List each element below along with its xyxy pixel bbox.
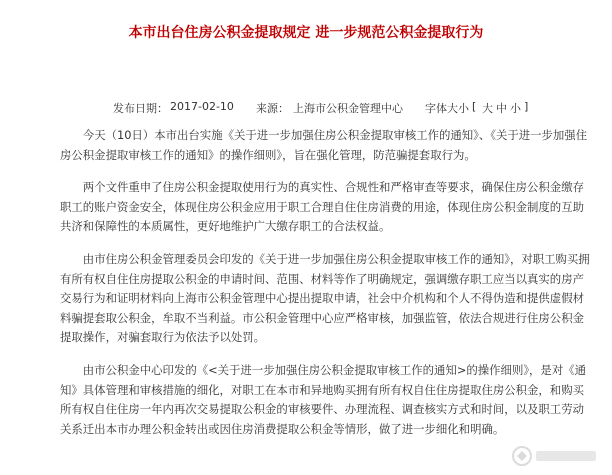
article-paragraph: 由市公积金中心印发的《<关于进一步加强住房公积金提取审核工作的通知>的操作细则》，是对《通知》具体管理和审核措施的细化，对职工在本市和异地购买拥有所有权自住住房提取住房公积金，和购买所有权自住住房一年内再次交易提取公积金的审核要件、办理流程、调查核实方式和时间，以及职工劳动关系迁出本市办理公积金转出或因住房消费提取公积金等情形，做了进一步细化和明确。 [60, 362, 586, 436]
article-body [60, 126, 590, 452]
source-label: 来源： [256, 102, 289, 115]
article-title: 本市出台住房公积金提取规定 进一步规范公积金提取行为 [128, 25, 484, 41]
source-value: 上海市公积金管理中心 [293, 102, 403, 115]
font-size-label: 字体大小 [425, 102, 469, 115]
font-size-bracket-close: ] [524, 100, 529, 113]
font-size-bracket-open: [ [472, 100, 477, 113]
article-paragraph: 两个文件重申了住房公积金提取使用行为的真实性、合规性和严格审查等要求，确保住房公积金缴存职工的账户资金安全，体现住房公积金应用于职工合理自住住房消费的用途，体现住房公积金制度的互助共济和保障性的本质属性，更好地维护广大缴存职工的合法权益。 [60, 180, 584, 234]
font-size-large-link[interactable]: 大 [482, 102, 493, 115]
article-paragraph: 今天（10日）本市出台实施《关于进一步加强住房公积金提取审核工作的通知》、《关于进一步加强住房公积金提取审核工作的通知》的操作细则》，旨在强化管理，防范骗提套取行为。 [60, 128, 588, 162]
font-size-medium-link[interactable]: 中 [496, 102, 507, 115]
publish-date-label: 发布日期： [113, 102, 168, 115]
watermark-logo-icon [510, 443, 602, 469]
font-size-small-link[interactable]: 小 [510, 102, 521, 115]
article-paragraph: 由市住房公积金管理委员会印发的《关于进一步加强住房公积金提取审核工作的通知》，对职工购买拥有所有权自住住房提取公积金的申请时间、范围、材料等作了明确规定，强调缴存职工应当以真实的房产交易行为和证明材料向上海市公积金管理中心提出提取申请，社会中介机构和个人不得伪造和提供虚假材料骗提套取公积金，牟取不当利益。市公积金管理中心应严格审核，加强监管，依法合规进行住房公积金提取操作，对骗套取行为依法予以处罚。 [60, 251, 590, 345]
publish-date-value: 2017-02-10 [170, 100, 234, 113]
article-meta [0, 100, 612, 116]
